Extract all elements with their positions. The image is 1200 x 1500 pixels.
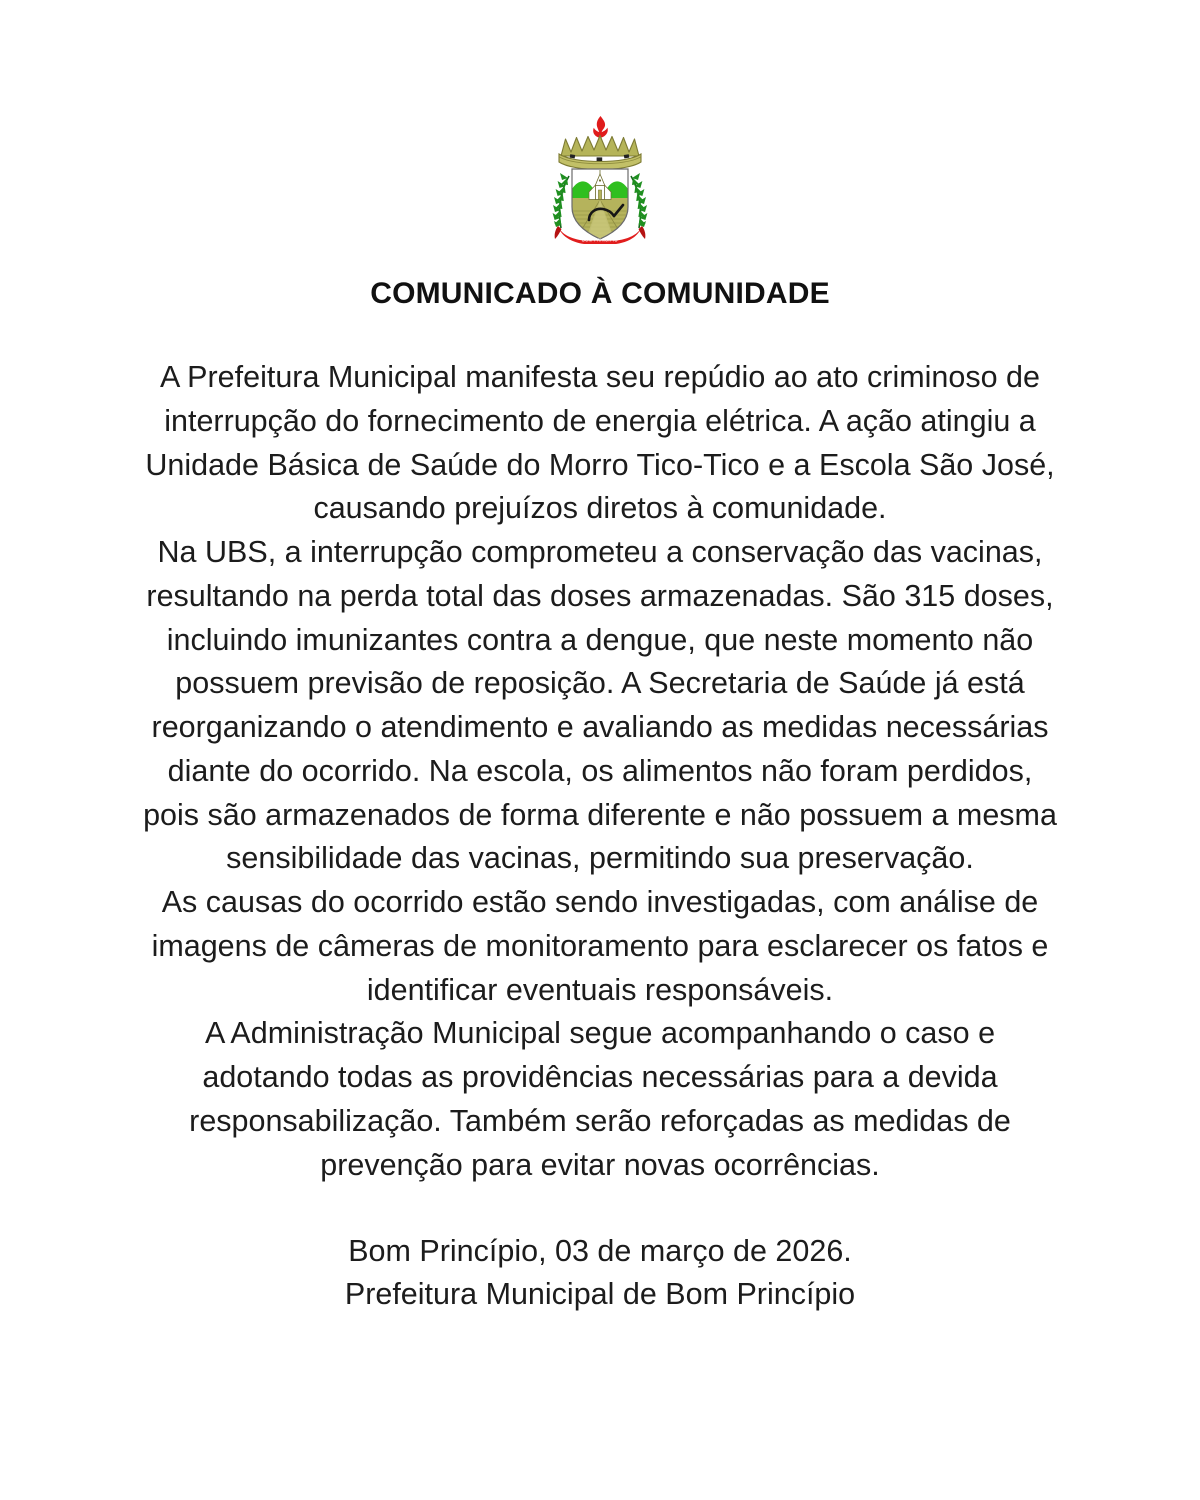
- issuing-authority: Prefeitura Municipal de Bom Princípio: [344, 1277, 856, 1312]
- place-and-date: Bom Princípio, 03 de março de 2026.: [348, 1233, 852, 1268]
- coat-of-arms-icon: [541, 112, 659, 254]
- announcement-body: [140, 312, 1060, 1188]
- ribbon-label: BOM PRINCÍPIO: [582, 237, 618, 243]
- page-title: COMUNICADO À COMUNIDADE: [370, 277, 830, 310]
- paragraph: Na UBS, a interrupção comprometeu a conservação das vacinas, resultando na perda total das doses armazenadas. São 315 doses, incluindo imunizantes contra a dengue, que neste momento não possuem previsão de reposição. A Secretaria de Saúde já está reorganizando o atendimento e avaliando as medidas necessárias diante do ocorrido. Na escola, os alimentos não foram perdidos, pois são armazenados de forma diferente e não possuem a mesma sensibilidade das vacinas, permitindo sua preservação.: [143, 535, 1057, 876]
- flame-crest-icon: [593, 116, 608, 138]
- emblem-container: [0, 0, 1200, 254]
- shield-icon: [570, 167, 630, 242]
- paragraph: A Prefeitura Municipal manifesta seu repúdio ao ato criminoso de interrupção do fornecimento de energia elétrica. A ação atingiu a Unidade Básica de Saúde do Morro Tico-Tico e a Escola São José, causando prejuízos diretos à comunidade.: [145, 360, 1055, 526]
- paragraph: A Administração Municipal segue acompanhando o caso e adotando todas as providências necessárias para a devida responsabilização. Também serão reforçadas as medidas de prevenção para evitar novas ocorrências.: [189, 1016, 1011, 1182]
- signature-block: [140, 1188, 1060, 1318]
- crown-icon: [559, 136, 641, 170]
- paragraph: As causas do ocorrido estão sendo investigadas, com análise de imagens de câmeras de monitoramento para esclarecer os fatos e identificar eventuais responsáveis.: [151, 885, 1049, 1007]
